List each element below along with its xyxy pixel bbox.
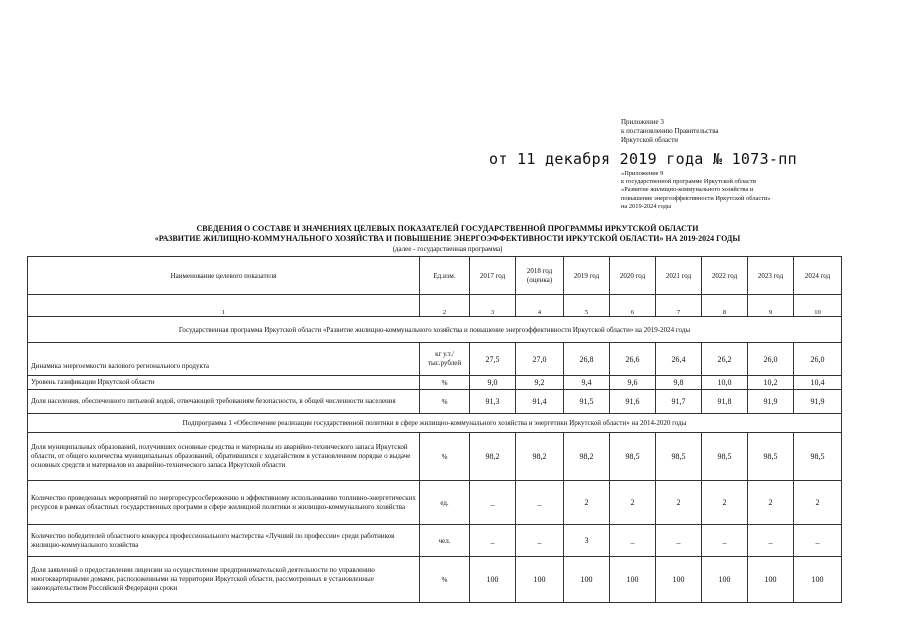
indicator-value: _ xyxy=(516,481,564,525)
prior-appendix-line: «Приложение 9 xyxy=(621,170,664,177)
indicator-value: 98,2 xyxy=(470,433,516,481)
indicator-value: 9,4 xyxy=(564,376,610,390)
indicator-value: 3 xyxy=(564,525,610,557)
indicator-value: 100 xyxy=(702,557,748,603)
table-row xyxy=(28,433,842,481)
header-year-cell: 2019 год xyxy=(564,257,610,295)
indicator-value: 91,4 xyxy=(516,390,564,414)
indicator-name: Количество победителей областного конкурса профессионального мастерства «Лучший по профессии» среди работников жилищно-коммунального хозяйства xyxy=(28,525,420,557)
header-year-cell: 2018 год (оценка) xyxy=(516,257,564,295)
appendix-note xyxy=(621,118,719,145)
indicator-value: _ xyxy=(470,481,516,525)
prior-appendix-line: повышение энергоэффективности Иркутской области» xyxy=(621,194,771,202)
indicator-unit: кг у.т./ тыс.рублей xyxy=(420,343,470,376)
indicator-value: 9,6 xyxy=(610,376,656,390)
subprogram-section-title: Подпрограмма 1 «Обеспечение реализации государственной политики в сфере жилищно-коммунального хозяйства и энергетики Иркутской области» на 2014-2020 годы xyxy=(28,414,842,433)
column-index-row xyxy=(28,295,842,317)
table-row xyxy=(28,481,842,525)
indicator-value: 10,2 xyxy=(748,376,794,390)
column-index-cell: 3 xyxy=(470,295,516,317)
indicator-value: 10,0 xyxy=(702,376,748,390)
appendix-line: Иркутской области xyxy=(621,136,679,144)
indicator-unit: чел. xyxy=(420,525,470,557)
indicator-value: 98,2 xyxy=(516,433,564,481)
indicator-value: 100 xyxy=(656,557,702,603)
header-unit-cell: Ед.изм. xyxy=(420,257,470,295)
indicator-value: _ xyxy=(516,525,564,557)
indicator-value: 100 xyxy=(794,557,842,603)
indicator-value: 26,0 xyxy=(794,343,842,376)
indicator-value: 27,5 xyxy=(470,343,516,376)
indicator-value: _ xyxy=(470,525,516,557)
indicator-unit: % xyxy=(420,390,470,414)
indicator-value: 100 xyxy=(610,557,656,603)
header-name-cell: Наименование целевого показателя xyxy=(28,257,420,295)
column-index-cell: 8 xyxy=(702,295,748,317)
document-title-line1: СВЕДЕНИЯ О СОСТАВЕ И ЗНАЧЕНИЯХ ЦЕЛЕВЫХ ПОКАЗАТЕЛЕЙ ГОСУДАРСТВЕННОЙ ПРОГРАММЫ ИРКУТСКОЙ ОБЛАСТИ xyxy=(196,224,699,233)
indicator-value: 2 xyxy=(794,481,842,525)
indicator-value: 98,5 xyxy=(656,433,702,481)
indicator-value: _ xyxy=(748,525,794,557)
indicator-value: 91,9 xyxy=(748,390,794,414)
document-subtitle: (далее - государственная программа) xyxy=(392,245,503,253)
indicator-value: 2 xyxy=(610,481,656,525)
table-row xyxy=(28,343,842,376)
header-year-cell: 2021 год xyxy=(656,257,702,295)
column-index-cell: 4 xyxy=(516,295,564,317)
indicator-value: 98,5 xyxy=(610,433,656,481)
indicator-value: 91,8 xyxy=(702,390,748,414)
section-row xyxy=(28,317,842,343)
indicator-name: Динамика энергоемкости валового регионального продукта xyxy=(28,343,420,376)
indicator-name: Количество проведенных мероприятий по энергоресурсосбережению и эффективному использованию топливно-энергетических ресурсов в рамках областных государственных программ в сфере жилищной политики и жилищно-коммунального хозяйства xyxy=(28,481,420,525)
indicator-value: 27,0 xyxy=(516,343,564,376)
indicator-value: 26,4 xyxy=(656,343,702,376)
indicator-value: 91,7 xyxy=(656,390,702,414)
indicator-unit: ед. xyxy=(420,481,470,525)
column-index-cell: 1 xyxy=(28,295,420,317)
indicator-value: 10,4 xyxy=(794,376,842,390)
prior-appendix-line: к государственной программе Иркутской области xyxy=(621,178,756,186)
indicator-value: 26,0 xyxy=(748,343,794,376)
indicator-value: 98,5 xyxy=(794,433,842,481)
column-index-cell: 2 xyxy=(420,295,470,317)
indicator-unit: % xyxy=(420,557,470,603)
indicator-value: 2 xyxy=(656,481,702,525)
header-year-cell: 2022 год xyxy=(702,257,748,295)
indicator-value: 91,6 xyxy=(610,390,656,414)
indicator-value: _ xyxy=(702,525,748,557)
indicator-value: 2 xyxy=(748,481,794,525)
column-index-cell: 7 xyxy=(656,295,702,317)
prior-appendix-note xyxy=(621,170,771,211)
indicator-value: 100 xyxy=(564,557,610,603)
appendix-line: Приложение 3 xyxy=(621,118,664,126)
prior-appendix-line: на 2019-2024 годы xyxy=(621,202,672,210)
indicator-value: 98,5 xyxy=(702,433,748,481)
section-row xyxy=(28,414,842,433)
indicator-value: 2 xyxy=(564,481,610,525)
column-index-cell: 10 xyxy=(794,295,842,317)
indicator-value: 100 xyxy=(748,557,794,603)
table-row xyxy=(28,525,842,557)
indicator-value: 91,9 xyxy=(794,390,842,414)
header-year-cell: 2017 год xyxy=(470,257,516,295)
indicators-table xyxy=(27,256,842,603)
indicator-value: 98,5 xyxy=(748,433,794,481)
indicator-name: Доля заявлений о предоставлении лицензии на осуществление предпринимательской деятельности по управлению многоквартирными домами, расположенными на территории Иркутской области, рассмотренных в установленные законодательством Российской Федерации сроки xyxy=(28,557,420,603)
indicator-value: 9,2 xyxy=(516,376,564,390)
indicator-name: Доля муниципальных образований, получивших основные средства и материалы из аварийно-технического запаса Иркутской области, от общего количества муниципальных образований, обратившихся с ходатайством в установленном порядке о выдаче основных средств и материалов из аварийно-технического запаса Иркутской области xyxy=(28,433,420,481)
indicator-value: 2 xyxy=(702,481,748,525)
table-row xyxy=(28,376,842,390)
indicator-value: _ xyxy=(794,525,842,557)
indicator-value: 100 xyxy=(516,557,564,603)
document-title-line2: «РАЗВИТИЕ ЖИЛИЩНО-КОММУНАЛЬНОГО ХОЗЯЙСТВА И ПОВЫШЕНИЕ ЭНЕРГОЭФФЕКТИВНОСТИ ИРКУТСКОЙ ОБЛАСТИ» НА 2019-2024 ГОДЫ xyxy=(154,234,741,243)
indicator-value: 91,5 xyxy=(564,390,610,414)
table-row xyxy=(28,557,842,603)
indicator-unit: % xyxy=(420,376,470,390)
indicator-value: 9,0 xyxy=(470,376,516,390)
indicator-value: 100 xyxy=(470,557,516,603)
indicator-value: 26,8 xyxy=(564,343,610,376)
decree-date-stamp: от 11 декабря 2019 года № 1073-пп xyxy=(489,150,797,168)
table-row xyxy=(28,390,842,414)
indicator-name: Уровень газификации Иркутской области xyxy=(28,376,420,390)
column-index-cell: 5 xyxy=(564,295,610,317)
column-index-cell: 6 xyxy=(610,295,656,317)
indicator-name: Доля населения, обеспеченного питьевой водой, отвечающей требованиям безопасности, в общей численности населения xyxy=(28,390,420,414)
indicator-value: 9,8 xyxy=(656,376,702,390)
table-header-row xyxy=(28,257,842,295)
appendix-line: к постановлению Правительства xyxy=(621,127,719,135)
indicator-value: 26,6 xyxy=(610,343,656,376)
prior-appendix-line: «Развитие жилищно-коммунального хозяйства и xyxy=(621,186,754,194)
header-year-cell: 2020 год xyxy=(610,257,656,295)
header-year-cell: 2024 год xyxy=(794,257,842,295)
column-index-cell: 9 xyxy=(748,295,794,317)
indicator-value: 26,2 xyxy=(702,343,748,376)
indicator-value: _ xyxy=(610,525,656,557)
indicator-unit: % xyxy=(420,433,470,481)
indicator-value: 98,2 xyxy=(564,433,610,481)
header-year-cell: 2023 год xyxy=(748,257,794,295)
program-section-title: Государственная программа Иркутской области «Развитие жилищно-коммунального хозяйства и повышение энергоэффективности Иркутской области» на 2019-2024 годы xyxy=(28,317,842,343)
indicator-value: _ xyxy=(656,525,702,557)
indicator-value: 91,3 xyxy=(470,390,516,414)
